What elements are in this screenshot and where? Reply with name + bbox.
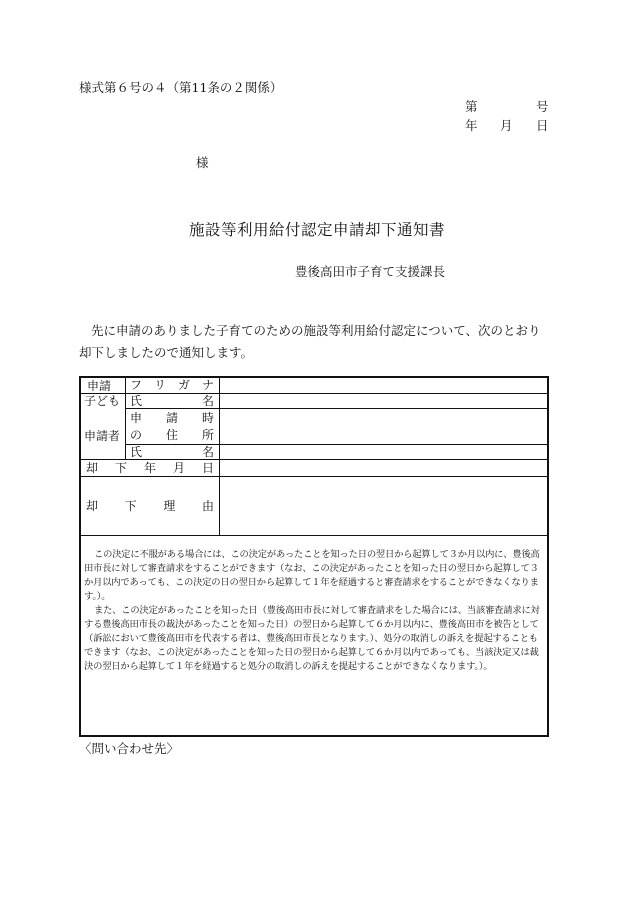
applicant-group-label: 申請者: [84, 429, 121, 443]
intro-text: 先に申請のありました子育てのための施設等利用給付認定について、次のとおり却下しましたので通知します。: [79, 323, 541, 360]
recipient-suffix: 様: [196, 155, 209, 170]
appeal-notice: [84, 548, 546, 674]
date-day: 日: [536, 118, 549, 133]
issuer: 豊後高田市子育て支援課長: [295, 264, 446, 279]
number-prefix: 第: [465, 99, 478, 114]
rejection-date-label: 却 下 年 月 日: [86, 461, 214, 475]
applicant-name-label: 氏 名: [130, 445, 214, 459]
date-year: 年: [465, 118, 478, 133]
rejection-reason-label: 却 下 理 由: [86, 499, 214, 513]
number-suffix: 号: [536, 99, 549, 114]
child-name-label: 氏 名: [130, 394, 214, 408]
child-group-label-2: 子ども: [84, 394, 121, 408]
appeal-notice-paragraph-1: この決定に不服がある場合には、この決定があったことを知った日の翌日から起算して３か月以内に、豊後高田市長に対して審査請求をすることができます（なお、この決定があったことを知った日の翌日から起算して３か月以内であっても、この決定の日の翌日から起算して１年を経過すると審査請求をすることができなくなります。）。: [84, 549, 540, 602]
child-group-label-1: 申請: [87, 379, 112, 393]
form-label: 様式第６号の４（第11条の２関係）: [79, 80, 283, 95]
document-title: 施設等利用給付認定申請却下通知書: [189, 221, 446, 239]
contact-label: 〈問い合わせ先〉: [79, 741, 180, 756]
furigana-label: フ リ ガ ナ: [130, 378, 214, 392]
address-label-2: の 住 所: [130, 428, 214, 442]
appeal-notice-paragraph-2: また、この決定があったことを知った日（豊後高田市長に対して審査請求をした場合には、当該審査請求に対する豊後高田市長の裁決があったことを知った日）の翌日から起算して６か月以内に、豊後高田市を被告として（訴訟において豊後高田市を代表する者は、豊後高田市長となります。）、処分の取消しの訴えを提起することもできます（なお、この決定があったことを知った日の翌日から起算して６か月以内であっても、当該決定又は裁決の翌日から起算して１年を経過すると処分の取消しの訴えを提起することができなくなります。）。: [84, 605, 540, 672]
address-label-1: 申 請 時: [130, 411, 214, 425]
date-month: 月: [500, 118, 513, 133]
